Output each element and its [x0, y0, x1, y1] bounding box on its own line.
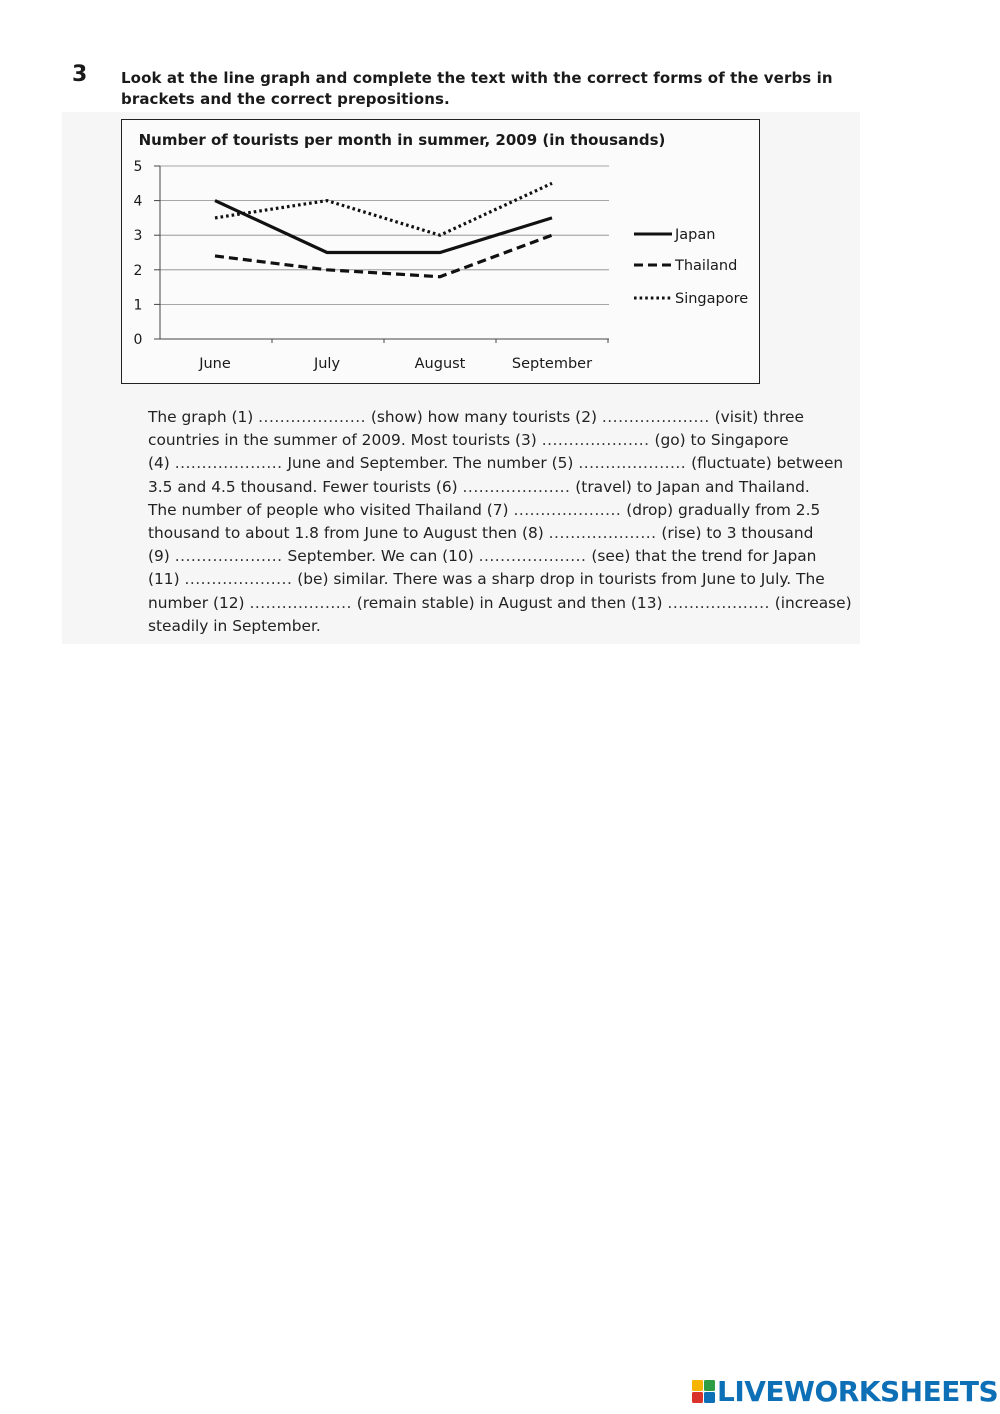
- y-tick-label: 3: [133, 228, 143, 245]
- passage-text: The number of people who visited Thailand (7): [148, 500, 514, 519]
- logo-tile: [704, 1380, 715, 1391]
- passage-text: (remain stable) in August and then (13): [351, 593, 668, 612]
- x-category-label: July: [313, 356, 341, 372]
- passage-line: [148, 615, 838, 638]
- answer-gap[interactable]: ....................: [478, 547, 587, 566]
- x-category-label: June: [199, 356, 231, 372]
- logo-tile: [704, 1392, 715, 1403]
- series-line-thailand: [215, 235, 552, 277]
- passage-text: The graph (1): [148, 408, 259, 426]
- y-tick-label: 0: [133, 332, 143, 348]
- answer-gap[interactable]: ....................: [462, 477, 571, 496]
- passage-text: steadily in September.: [148, 616, 321, 635]
- passage-text: (travel) to Japan and Thailand.: [570, 477, 810, 496]
- answer-gap[interactable]: ....................: [548, 524, 657, 543]
- passage-text: (9): [148, 547, 175, 566]
- passage-line: [148, 476, 838, 499]
- passage-text: countries in the summer of 2009. Most tourists (3): [148, 431, 542, 450]
- logo-tile: [692, 1392, 703, 1403]
- passage-line: [148, 452, 844, 475]
- legend-label-japan: Japan: [675, 227, 716, 243]
- y-tick-label: 1: [133, 297, 143, 314]
- gap-fill-passage: [148, 406, 852, 638]
- line-chart-svg: [122, 120, 759, 383]
- passage-text: September. We can (10): [282, 547, 479, 566]
- line-chart: [121, 119, 760, 384]
- passage-text: (rise) to 3 thousand: [656, 524, 814, 543]
- answer-gap[interactable]: ....................: [184, 570, 293, 589]
- passage-text: (be) similar. There was a sharp drop in tourists from June to July. The: [292, 570, 825, 589]
- passage-line: [148, 592, 852, 615]
- x-category-label: August: [414, 356, 466, 372]
- passage-line: [148, 429, 838, 452]
- answer-gap[interactable]: ....................: [174, 547, 283, 566]
- passage-line: [148, 568, 838, 591]
- passage-text: (go) to Singapore: [649, 431, 789, 450]
- passage-line: [148, 406, 838, 429]
- passage-text: number (12): [148, 593, 250, 612]
- chart-title: Number of tourists per month in summer, 2009 (in thousands): [138, 131, 666, 149]
- passage-text: (11): [148, 570, 185, 589]
- legend-label-singapore: Singapore: [675, 291, 749, 307]
- answer-gap[interactable]: ....................: [513, 500, 622, 519]
- passage-text: (see) that the trend for Japan: [586, 547, 817, 566]
- passage-text: 3.5 and 4.5 thousand. Fewer tourists (6): [148, 477, 463, 496]
- passage-text: thousand to about 1.8 from June to August then (8): [148, 524, 549, 543]
- passage-text: (4): [148, 454, 175, 473]
- passage-text: (drop) gradually from 2.5: [621, 500, 821, 519]
- liveworksheets-logo-icon: [692, 1380, 715, 1403]
- y-tick-label: 4: [133, 193, 143, 210]
- series-line-singapore: [215, 183, 552, 235]
- y-tick-label: 5: [133, 159, 143, 175]
- passage-line: [148, 522, 838, 545]
- x-category-label: September: [511, 356, 593, 372]
- passage-text: (show) how many tourists (2): [366, 408, 602, 426]
- answer-gap[interactable]: ...................: [249, 593, 352, 612]
- passage-text: (increase): [769, 593, 852, 612]
- answer-gap[interactable]: ....................: [541, 431, 650, 450]
- answer-gap[interactable]: ....................: [601, 408, 710, 426]
- passage-line: [148, 545, 838, 568]
- y-tick-label: 2: [133, 262, 143, 279]
- answer-gap[interactable]: ...................: [667, 593, 770, 612]
- exercise-number: 3: [72, 62, 88, 87]
- brand-name: LIVEWORKSHEETS: [717, 1374, 999, 1408]
- answer-gap[interactable]: ....................: [578, 454, 687, 473]
- passage-text: (fluctuate) between: [686, 454, 844, 473]
- passage-text: (visit) three: [709, 408, 804, 426]
- legend-label-thailand: Thailand: [675, 258, 738, 274]
- exercise-instruction: Look at the line graph and complete the text with the correct forms of the verbs in brackets and the correct prepositions.: [121, 69, 833, 108]
- passage-text: June and September. The number (5): [282, 454, 579, 473]
- passage-line: [148, 499, 838, 522]
- answer-gap[interactable]: ....................: [258, 408, 367, 426]
- brand-footer: [692, 1374, 998, 1408]
- answer-gap[interactable]: ....................: [174, 454, 283, 473]
- logo-tile: [692, 1380, 703, 1391]
